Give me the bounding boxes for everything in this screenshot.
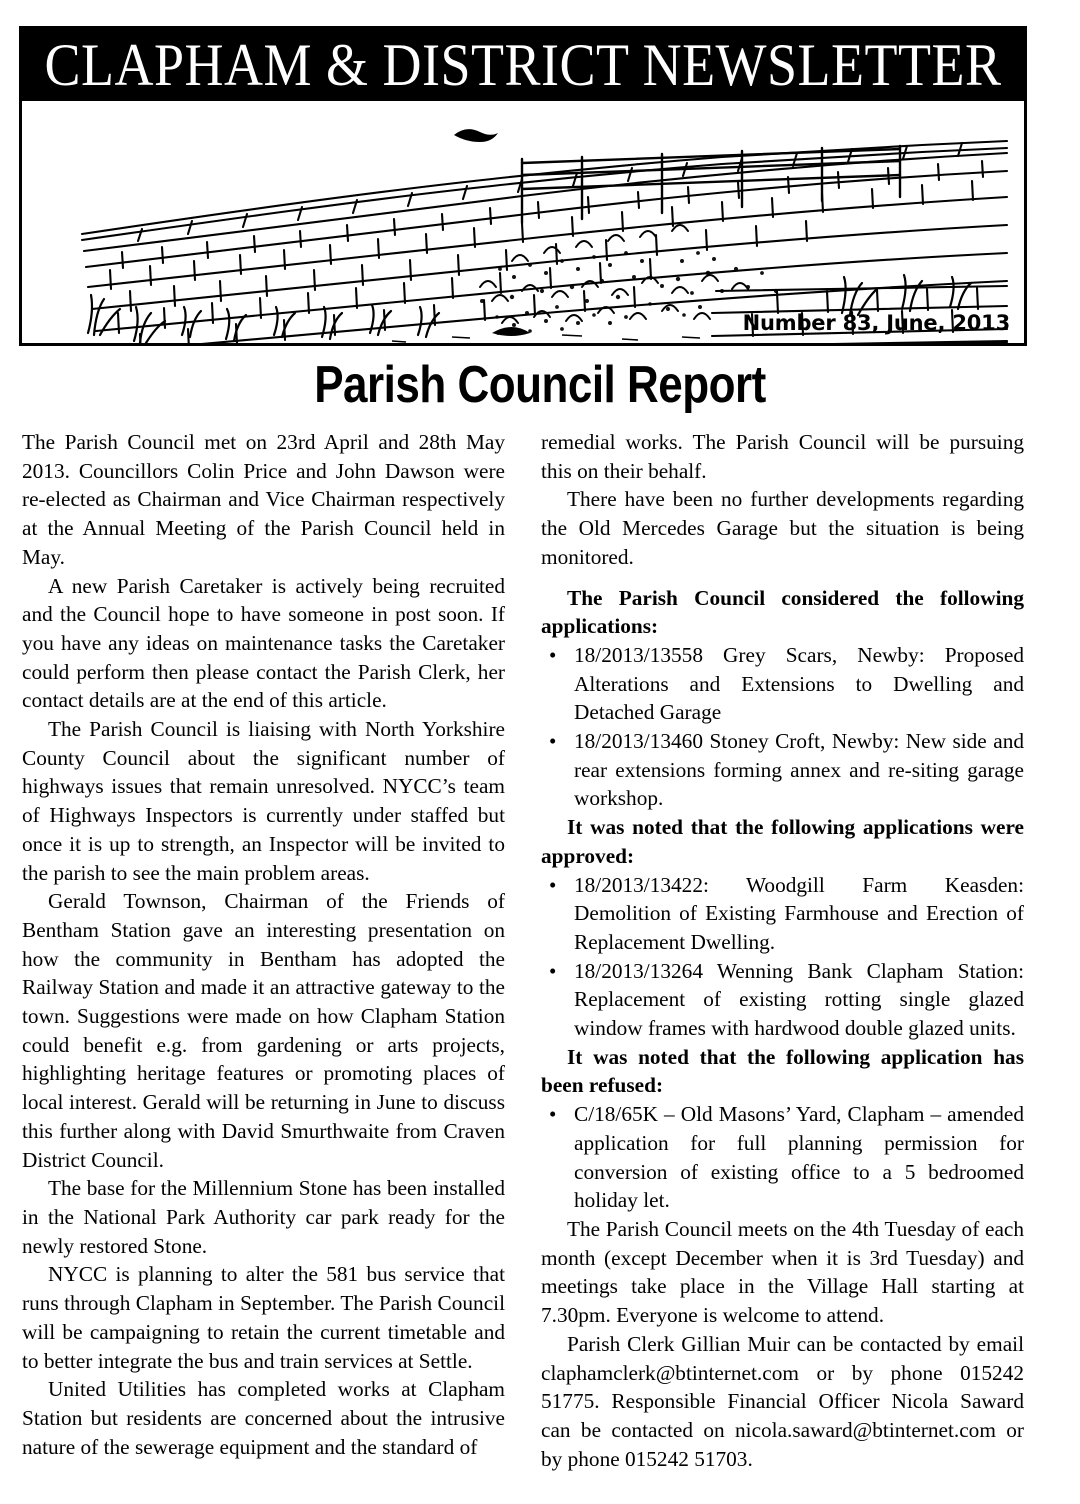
paragraph: A new Parish Caretaker is actively being recruited and the Council hope to have someone in post soon. If you have any ideas on maintenance tasks the Caretaker could perform then please contact the Parish Clerk, her contact details are at the end of this article. — [22, 573, 505, 713]
list-item-text: 18/2013/13422: Woodgill Farm Keasden: Demolition of Existing Farmhouse and Erection of Replacement Dwelling. — [574, 872, 1024, 954]
section-heading-considered: The Parish Council considered the following applications: — [541, 585, 1024, 639]
bird-silhouette — [454, 129, 498, 142]
list-item-text: 18/2013/13558 Grey Scars, Newby: Proposed Alterations and Extensions to Dwelling and Detached Garage — [574, 642, 1024, 725]
bullet-icon: • — [549, 1102, 557, 1127]
bullet-icon: • — [549, 958, 557, 983]
list-item — [541, 641, 1024, 727]
left-column — [22, 428, 505, 1473]
paragraph: The Parish Council is liaising with North Yorkshire County Council about the significant number of highways issues that remain unresolved. NYCC’s team of Highways Inspectors is currently under staffed but once it is up to strength, an Inspector will be invited to the parish to see the main problem areas. — [22, 717, 505, 885]
page-title: Parish Council Report — [314, 356, 766, 414]
list-item-text: 18/2013/13264 Wenning Bank Clapham Station: Replacement of existing rotting single glazed window frames with hardwood double glazed units. — [574, 958, 1024, 1041]
dry-stone-wall-illustration — [22, 101, 1024, 343]
article-body — [22, 428, 1058, 1473]
contact-note: Parish Clerk Gillian Muir can be contacted by email claphamclerk@btinternet.com or by phone 015242 51775. Responsible Financial Officer Nicola Saward can be contacted on nicola.saward@btinternet.com or by phone 015242 51703. — [541, 1331, 1024, 1471]
paragraph: There have been no further developments regarding the Old Mercedes Garage but the situation is being monitored. — [541, 487, 1024, 569]
list-item — [541, 727, 1024, 813]
list-item — [541, 871, 1024, 957]
masthead-titlebar — [22, 29, 1024, 101]
list-item-text: 18/2013/13460 Stoney Croft, Newby: New side and rear extensions forming annex and re-siting garage workshop. — [574, 729, 1024, 811]
masthead-artwork — [22, 101, 1024, 343]
paragraph: The Parish Council met on 23rd April and 28th May 2013. Councillors Colin Price and John Dawson were re-elected as Chairman and Vice Chairman respectively at the Annual Meeting of the Parish Council held in May. — [22, 430, 505, 569]
newsletter-title: CLAPHAM & DISTRICT NEWSLETTER — [44, 31, 1002, 99]
paragraph-continuation: remedial works. The Parish Council will be pursuing this on their behalf. — [541, 430, 1024, 483]
list-item — [541, 1100, 1024, 1215]
applications-refused-list — [541, 1100, 1024, 1215]
list-item-text: C/18/65K – Old Masons’ Yard, Clapham – amended application for full planning permission for conversion of existing office to a 5 bedroomed holiday let. — [574, 1102, 1024, 1213]
masthead — [19, 26, 1027, 346]
section-heading-refused: It was noted that the following application has been refused: — [541, 1044, 1024, 1098]
list-item — [541, 957, 1024, 1043]
issue-number: Number 83, June, 2013 — [742, 311, 1010, 335]
paragraph: Gerald Townson, Chairman of the Friends of Bentham Station gave an interesting presentation on how the community in Bentham has adopted the Railway Station and made it an attractive gateway to the town. Suggestions were made on how Clapham Station could benefit e.g. from gardening or arts projects, highlighting heritage features or promoting places of local interest. Gerald will be returning in June to discuss this further along with David Smurthwaite from Craven District Council. — [22, 889, 505, 1172]
right-column — [541, 428, 1024, 1473]
section-heading-approved: It was noted that the following applications were approved: — [541, 815, 1024, 868]
paragraph-continues: United Utilities has completed works at Clapham Station but residents are concerned about the intrusive nature of the sewerage equipment and the standard of — [22, 1377, 505, 1459]
paragraph: NYCC is planning to alter the 581 bus service that runs through Clapham in September. The Parish Council will be campaigning to retain the current timetable and to better integrate the bus and train services at Settle. — [22, 1262, 505, 1373]
bullet-icon: • — [549, 729, 557, 754]
applications-approved-list — [541, 871, 1024, 1043]
bullet-icon: • — [549, 872, 557, 897]
meetings-note: The Parish Council meets on the 4th Tuesday of each month (except December when it is 3rd Tuesday) and meetings take place in the Village Hall starting at 7.30pm. Everyone is welcome to attend. — [541, 1216, 1024, 1328]
paragraph: The base for the Millennium Stone has been installed in the National Park Authority car park ready for the newly restored Stone. — [22, 1176, 505, 1258]
bullet-icon: • — [549, 642, 557, 667]
applications-considered-list — [541, 641, 1024, 813]
